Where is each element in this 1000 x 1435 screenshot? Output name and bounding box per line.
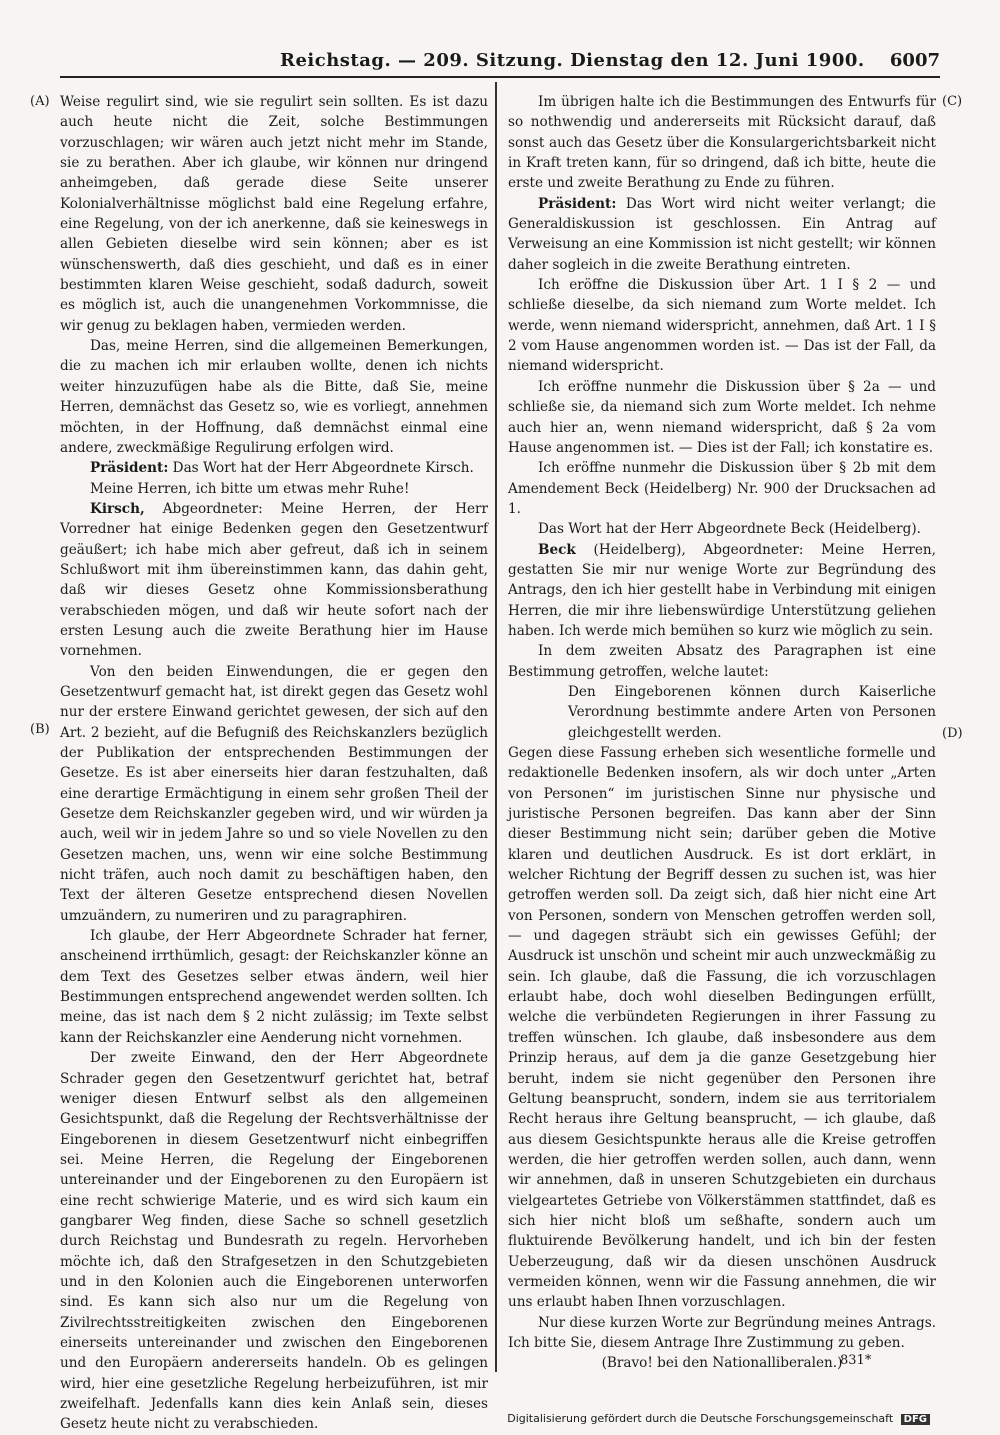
paragraph — [508, 540, 936, 642]
dfg-logo: DFG — [901, 1414, 930, 1425]
speech-text: Das Wort hat der Herr Abgeordnete Kirsch. — [172, 460, 474, 477]
speaker-name: Präsident: — [538, 195, 617, 212]
speaker-name: Kirsch, — [90, 500, 145, 517]
paragraph: Im übrigen halte ich die Bestimmungen des Entwurfs für so nothwendig und andererseits mit Rücksicht darauf, daß sonst auch das Gesetz über die Konsulargerichtsbarkeit nicht in Kraft treten kann, für so dringend, daß ich bitte, heute die erste und zweite Berathung zu Ende zu führen. — [508, 94, 936, 192]
applause-note: (Bravo! bei den Nationalliberalen.) — [601, 1355, 843, 1372]
paragraph: Von den beiden Einwendungen, die er gegen den Gesetzentwurf gemacht hat, ist direkt gegen das Gesetz wohl nur der erstere Einwand gerichtet gewesen, der sich auf den Art. 2 bezieht, auf die Befugniß des Reichskanzlers bezüglich der Publikation der entsprechenden Bestimmungen der Gesetze. Es ist aber einerseits hier daran festzuhalten, daß eine derartige Ermächtigung in einem sehr großen Theil der Gesetze dem Reichskanzler gegeben wird, und wir würden ja auch, weil wir in jedem Jahre so und so viele Novellen zu den Gesetzen machen, uns, wenn wir eine solche Bestimmung nicht träfen, auch noch damit zu beschäftigen haben, den Text der älteren Gesetze entsprechend diesen Novellen umzuändern, zu numeriren und zu paragraphiren. — [60, 663, 488, 924]
paragraph: Ich eröffne nunmehr die Diskussion über § 2a — und schließe sie, da niemand sich zum Worte meldet. Ich nehme auch hier an, wenn niemand widerspricht, daß § 2a vom Hause angenommen ist. — Dies ist der Fall; ich konstatire es. — [508, 378, 936, 456]
paragraph: Der zweite Einwand, den der Herr Abgeordnete Schrader gegen den Gesetzentwurf gerichtet hat, betraf weniger diesen Entwurf selbst als den allgemeinen Gesichtspunkt, daß die Regelung der Rechtsverhältnisse der Eingeborenen in diesem Gesetzentwurf nicht einbegriffen sei. Meine Herren, die Regelung der Eingeborenen untereinander und der Eingeborenen zu den Europäern ist eine recht schwierige Materie, und es wird sich kaum ein gangbarer Weg finden, diese Sache so schnell gesetzlich durch Reichstag und Bundesrath zu regeln. Hervorheben möchte ich, daß den Strafgesetzen in den Schutzgebieten und in den Kolonien auch die Eingeborenen unterworfen sind. Es kann sich also nur um die Regelung von Zivilrechtsstreitigkeiten zwischen den Eingeborenen einerseits untereinander und zwischen den Eingeborenen und den Europäern andererseits handeln. Ob es gelingen wird, hier eine gesetzliche Regelung herbeizuführen, ist mir zweifelhaft. Jedenfalls kann dies kein Anlaß sein, dieses Gesetz heute nicht zu verabschieden. — [60, 1050, 488, 1433]
paragraph: Meine Herren, ich bitte um etwas mehr Ruhe! — [90, 480, 410, 497]
margin-mark-b: (B) — [30, 722, 50, 737]
paragraph: Weise regulirt sind, wie sie regulirt sein sollten. Es ist dazu auch heute nicht die Zeit, solche Bestimmungen vorzuschlagen; wir wären auch jetzt nicht mehr im Stande, sie zu berathen. Aber ich glaube, wir können nur dringend anheimgeben, daß gerade diese Seite unserer Kolonialverhältnisse möglichst bald eine Regelung erfahre, eine Regelung, von der ich anerkenne, daß sie keineswegs in allen Gebieten dieselbe wird sein können; aber es ist wünschenswerth, daß dies geschieht, und daß es in einer bestimmten klaren Weise geschieht, sodaß dadurch, soweit es möglich ist, auch die unangenehmen Vorkommnisse, die wir genug zu beklagen haben, vermieden werden. — [60, 94, 488, 334]
left-column — [60, 92, 488, 1435]
paragraph: Das Wort hat der Herr Abgeordnete Beck (Heidelberg). — [538, 521, 921, 538]
paragraph — [60, 499, 488, 662]
speech-text: (Heidelberg), Abgeordneter: Meine Herren, gestatten Sie mir nur wenige Worte zur Begründung des Antrags, den ich hier gestellt habe in Verbindung mit einigen Herren, die mir ihre liebenswürdige Unterstützung geliehen haben. Ich werde mich bemühen so kurz wie möglich zu sein. — [508, 541, 937, 639]
footer-text: Digitalisierung gefördert durch die Deutsche Forschungsgemeinschaft — [507, 1412, 894, 1425]
margin-mark-a: (A) — [30, 94, 50, 109]
column-separator — [495, 82, 497, 1372]
speech-text: Abgeordneter: Meine Herren, der Herr Vorredner hat einige Bedenken gegen den Gesetzentwurf geäußert; ich habe mich aber gefreut, daß ich in seinem Schlußwort mit ihm übereinstimmen kann, das dahin geht, daß wir dieses Gesetz ohne Kommissionsberathung verabschieden mögen, und daß wir heute sofort nach der ersten Lesung auch die zweite Berathung hier im Hause vornehmen. — [60, 500, 488, 660]
paragraph: Ich glaube, der Herr Abgeordnete Schrader hat ferner, anscheinend irrthümlich, gesagt: der Reichskanzler könne an dem Text des Gesetzes selber etwas ändern, weil hier Bestimmungen entsprechend angewendet werden sollten. Ich meine, das ist nach dem § 2 nicht zulässig; im Texte selbst kann der Reichskanzler eine Aenderung nicht vornehmen. — [60, 928, 488, 1046]
page-number: 6007 — [889, 50, 940, 71]
header-rule — [60, 76, 940, 78]
paragraph: Nur diese kurzen Worte zur Begründung meines Antrags. Ich bitte Sie, diesem Antrage Ihre Zustimmung zu geben. — [508, 1314, 936, 1351]
margin-mark-d: (D) — [942, 726, 963, 741]
paragraph: Ich eröffne die Diskussion über Art. 1 I § 2 — und schließe dieselbe, da sich niemand zum Worte meldet. Ich werde, wenn niemand widerspricht, annehmen, daß Art. 1 I § 2 vom Hause angenommen worden ist. — Das ist der Fall, da niemand widerspricht. — [508, 277, 936, 375]
paragraph — [508, 194, 936, 275]
speaker-name: Präsident: — [90, 460, 169, 477]
speaker-name: Beck — [538, 541, 576, 558]
right-column — [508, 92, 936, 1374]
margin-mark-c: (C) — [942, 94, 963, 109]
page-title: Reichstag. — 209. Sitzung. Dienstag den 12. Juni 1900. — [280, 50, 865, 71]
paragraph: In dem zweiten Absatz des Paragraphen ist eine Bestimmung getroffen, welche lautet: — [508, 643, 936, 680]
sheet-signature: 831* — [840, 1353, 872, 1368]
footer-credit — [507, 1412, 930, 1425]
quoted-provision: Den Eingeborenen können durch Kaiserliche Verordnung bestimmte andere Arten von Personen gleichgestellt werden. — [568, 683, 936, 741]
paragraph — [60, 458, 488, 478]
paragraph: Gegen diese Fassung erheben sich wesentliche formelle und redaktionelle Bedenken insofern, als wir doch unter „Arten von Personen“ im juristischen Sinne nur physische und juristische Personen begreifen. Das kann aber der Sinn dieser Bestimmung nicht sein; darüber geben die Motive klaren und deutlichen Ausdruck. Es ist dort erklärt, in welcher Richtung der Begriff dessen zu suchen ist, was hier getroffen werden soll. Da zeigt sich, daß hier nicht eine Art von Personen, sondern von Menschen getroffen werden soll, — und dagegen sträubt sich ein gewisses Gefühl; der Ausdruck ist unschön und scheint mir auch unzweckmäßig zu sein. Ich glaube, daß die Fassung, die ich vorzuschlagen erlaubt habe, doch wohl dieselben Bedingungen erfüllt, welche die verbündeten Regierungen in ihrer Fassung zu treffen wünschen. Ich glaube, daß insbesondere aus dem Prinzip heraus, auf dem ja die ganze Gesetzgebung hier beruht, indem sie nicht gegenüber den Personen ihre Geltung beansprucht, sondern, indem sie aus territorialem Recht heraus ihre Geltung beansprucht, — ich glaube, daß aus diesem Gesichtspunkte heraus alle die Kreise getroffen werden, die hier getroffen werden sollen, auch dann, wenn wir annehmen, daß in unseren Schutzgebieten ein durchaus vielgeartetes Getriebe von Völkerstämmen stattfindet, daß es sich hier nicht bloß um seßhafte, sondern auch um fluktuirende Bevölkerung handelt, und ich bin der festen Ueberzeugung, daß wir da diesen unschönen Ausdruck vermeiden können, wenn wir die Fassung annehmen, die wir uns erlaubt haben Ihnen vorzuschlagen. — [508, 745, 936, 1311]
paragraph: Das, meine Herren, sind die allgemeinen Bemerkungen, die zu machen ich mir erlauben wollte, denen ich nichts weiter hinzuzufügen habe als die Bitte, daß Sie, meine Herren, demnächst das Gesetz so, wie es vorliegt, annehmen möchten, in der Hoffnung, daß demnächst einmal eine andere, zweckmäßige Regulirung erfolgen wird. — [60, 338, 488, 456]
page-header — [60, 48, 940, 76]
paragraph: Ich eröffne nunmehr die Diskussion über § 2b mit dem Amendement Beck (Heidelberg) Nr. 900 der Drucksachen ad 1. — [508, 460, 936, 517]
speech-text: Das Wort wird nicht weiter verlangt; die Generaldiskussion ist geschlossen. Ein Antrag auf Verweisung an eine Kommission ist nicht gestellt; wir können daher sogleich in die zweite Berathung eintreten. — [508, 195, 936, 273]
